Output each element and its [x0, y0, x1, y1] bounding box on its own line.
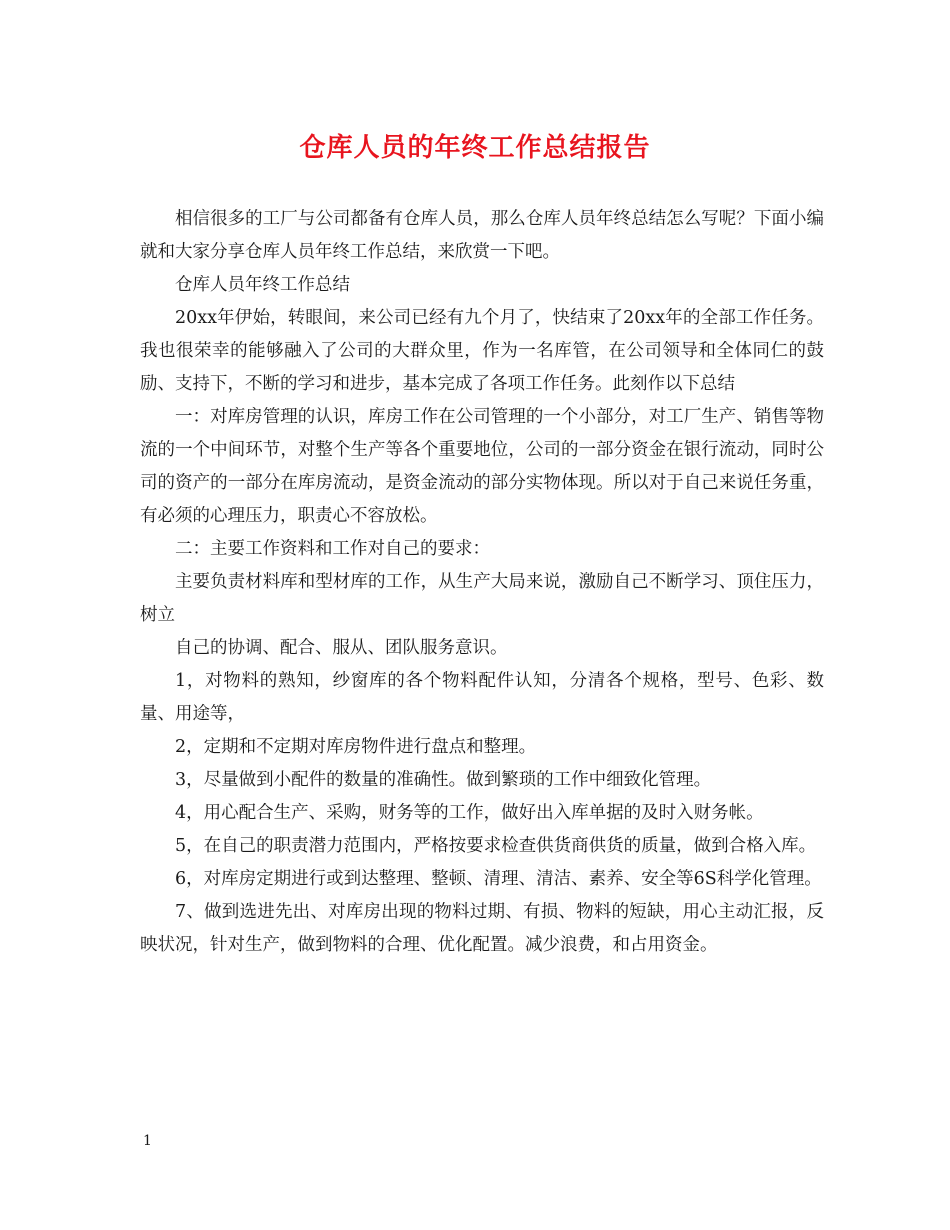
paragraph-attitude: 自己的协调、配合、服从、团队服务意识。 [175, 638, 508, 658]
paragraph-responsibilities: 主要负责材料库和型材库的工作，从生产大局来说，激励自己不断学习、顶住压力，树立 [140, 572, 824, 625]
paragraph-section-two: 二：主要工作资料和工作对自己的要求： [175, 539, 490, 559]
page-number: 1 [143, 1133, 152, 1149]
paragraph-item-4: 4，用心配合生产、采购，财务等的工作，做好出入库单据的及时入财务帐。 [175, 803, 764, 823]
paragraph-item-7: 7、做到选进先出、对库房出现的物料过期、有损、物料的短缺，用心主动汇报，反映状况，针对生产，做到物料的合理、优化配置。减少浪费，和占用资金。 [140, 902, 824, 955]
paragraph-subtitle: 仓库人员年终工作总结 [175, 275, 350, 295]
paragraph-item-3: 3，尽量做到小配件的数量的准确性。做到繁琐的工作中细致化管理。 [175, 770, 712, 790]
document-body [140, 203, 824, 962]
paragraph-item-5: 5，在自己的职责潜力范围内，严格按要求检查供货商供货的质量，做到合格入库。 [175, 836, 817, 856]
paragraph-section-one: 一：对库房管理的认识，库房工作在公司管理的一个小部分，对工厂生产、销售等物流的一个中间环节，对整个生产等各个重要地位，公司的一部分资金在银行流动，同时公司的资产的一部分在库房流动，是资金流动的部分实物体现。所以对于自己来说任务重，有必须的心理压力，职责心不容放松。 [140, 407, 824, 526]
paragraph-overview: 20xx年伊始，转眼间，来公司已经有九个月了，快结束了20xx年的全部工作任务。我也很荣幸的能够融入了公司的大群众里，作为一名库管，在公司领导和全体同仁的鼓励、支持下，不断的学习和进步，基本完成了各项工作任务。此刻作以下总结 [140, 308, 824, 394]
document-title: 仓库人员的年终工作总结报告 [299, 133, 651, 163]
paragraph-item-2: 2，定期和不定期对库房物件进行盘点和整理。 [175, 737, 537, 757]
paragraph-item-1: 1，对物料的熟知，纱窗库的各个物料配件认知，分清各个规格，型号、色彩、数量、用途等， [140, 671, 824, 724]
paragraph-intro: 相信很多的工厂与公司都备有仓库人员，那么仓库人员年终总结怎么写呢？下面小编就和大家分享仓库人员年终工作总结，来欣赏一下吧。 [140, 209, 824, 262]
paragraph-item-6: 6，对库房定期进行或到达整理、整顿、清理、清洁、素养、安全等6S科学化管理。 [175, 869, 822, 889]
